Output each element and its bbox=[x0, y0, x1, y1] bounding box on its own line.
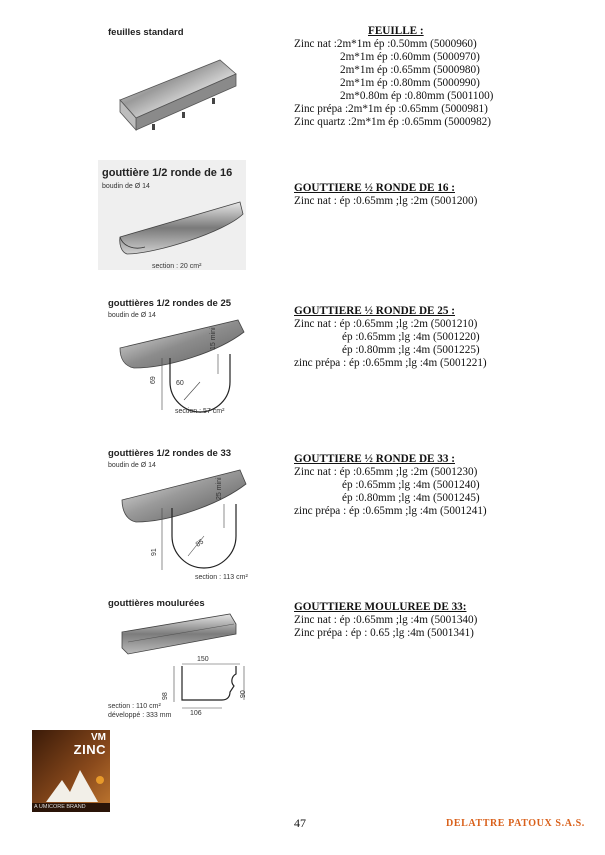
spec-line: Zinc prépa : ép : 0.65 ;lg :4m (5001341) bbox=[294, 627, 474, 639]
heading-feuille: FEUILLE : bbox=[368, 25, 424, 37]
product-subcaption-16: boudin de Ø 14 bbox=[102, 183, 150, 190]
dimension-label: 60 bbox=[176, 380, 184, 387]
gutter-16-photo bbox=[115, 192, 245, 262]
spec-line: Zinc nat : ép :0.65mm ;lg :2m (5001210) bbox=[294, 318, 478, 330]
vmzinc-logo bbox=[32, 730, 110, 812]
moulure-photo bbox=[120, 612, 240, 657]
developed-moulure: développé : 333 mm bbox=[108, 712, 172, 719]
product-subcaption-25: boudin de Ø 14 bbox=[108, 312, 156, 319]
spec-line: 2m*1m ép :0.80mm (5000990) bbox=[340, 77, 480, 89]
spec-line: zinc prépa : ép :0.65mm ;lg :4m (5001241) bbox=[294, 505, 487, 517]
moulure-section-diagram bbox=[160, 662, 250, 712]
spec-line: ép :0.80mm ;lg :4m (5001225) bbox=[342, 344, 480, 356]
spec-line: 2m*1m ép :0.60mm (5000970) bbox=[340, 51, 480, 63]
spec-line: ép :0.80mm ;lg :4m (5001245) bbox=[342, 492, 480, 504]
heading-moulure: GOUTTIERE MOULUREE DE 33: bbox=[294, 601, 467, 613]
dimension-label: 25 mini bbox=[216, 477, 223, 500]
zinc-sheet-photo bbox=[112, 42, 242, 142]
product-caption-33: gouttières 1/2 rondes de 33 bbox=[108, 448, 232, 459]
spec-line: 2m*1m ép :0.65mm (5000980) bbox=[340, 64, 480, 76]
product-subcaption-33: boudin de Ø 14 bbox=[108, 462, 156, 469]
section-moulure: section : 110 cm² bbox=[108, 703, 161, 710]
heading-ronde-33: GOUTTIERE ½ RONDE DE 33 : bbox=[294, 453, 455, 465]
spec-line: Zinc nat : ép :0.65mm ;lg :2m (5001200) bbox=[294, 195, 478, 207]
dimension-label: 150 bbox=[197, 656, 209, 663]
spec-line: zinc prépa : ép :0.65mm ;lg :4m (5001221) bbox=[294, 357, 487, 369]
product-caption-16: gouttière 1/2 ronde de 16 bbox=[102, 167, 233, 179]
heading-ronde-25: GOUTTIERE ½ RONDE DE 25 : bbox=[294, 305, 455, 317]
spec-line: ép :0.65mm ;lg :4m (5001240) bbox=[342, 479, 480, 491]
product-caption-moulure: gouttières moulurées bbox=[108, 598, 205, 609]
dimension-label: 106 bbox=[190, 710, 202, 717]
section-25: section : 57 cm² bbox=[175, 408, 225, 415]
logo-brand: ZINC bbox=[73, 742, 106, 757]
dimension-label: 98 bbox=[162, 692, 169, 700]
logo-tagline: A UMICORE BRAND bbox=[34, 804, 86, 810]
dimension-label: 69 bbox=[150, 376, 157, 384]
dimension-label: 90 bbox=[240, 690, 247, 698]
heading-ronde-16: GOUTTIERE ½ RONDE DE 16 : bbox=[294, 182, 455, 194]
product-caption-sheets: feuilles standard bbox=[108, 27, 184, 38]
spec-line: Zinc nat : ép :0.65mm ;lg :2m (5001230) bbox=[294, 466, 478, 478]
dimension-label: 85 bbox=[194, 538, 206, 549]
spec-line: 2m*0.80m ép :0.80mm (5001100) bbox=[340, 90, 494, 102]
gutter-33-section-diagram bbox=[150, 498, 240, 578]
section-33: section : 113 cm² bbox=[195, 574, 248, 581]
spec-line: ép :0.65mm ;lg :4m (5001220) bbox=[342, 331, 480, 343]
spec-line: Zinc quartz :2m*1m ép :0.65mm (5000982) bbox=[294, 116, 491, 128]
logo-brand-top: VM bbox=[91, 732, 106, 743]
company-name: DELATTRE PATOUX S.A.S. bbox=[446, 818, 585, 829]
spec-line: Zinc nat :2m*1m ép :0.50mm (5000960) bbox=[294, 38, 477, 50]
dimension-label: 91 bbox=[151, 548, 158, 556]
spec-line: Zinc nat : ép :0.65mm ;lg :4m (5001340) bbox=[294, 614, 478, 626]
dimension-label: 15 mini bbox=[210, 327, 217, 350]
product-caption-25: gouttières 1/2 rondes de 25 bbox=[108, 298, 232, 309]
page-number: 47 bbox=[294, 816, 306, 830]
section-16: section : 20 cm² bbox=[152, 263, 202, 270]
spec-line: Zinc prépa :2m*1m ép :0.65mm (5000981) bbox=[294, 103, 488, 115]
